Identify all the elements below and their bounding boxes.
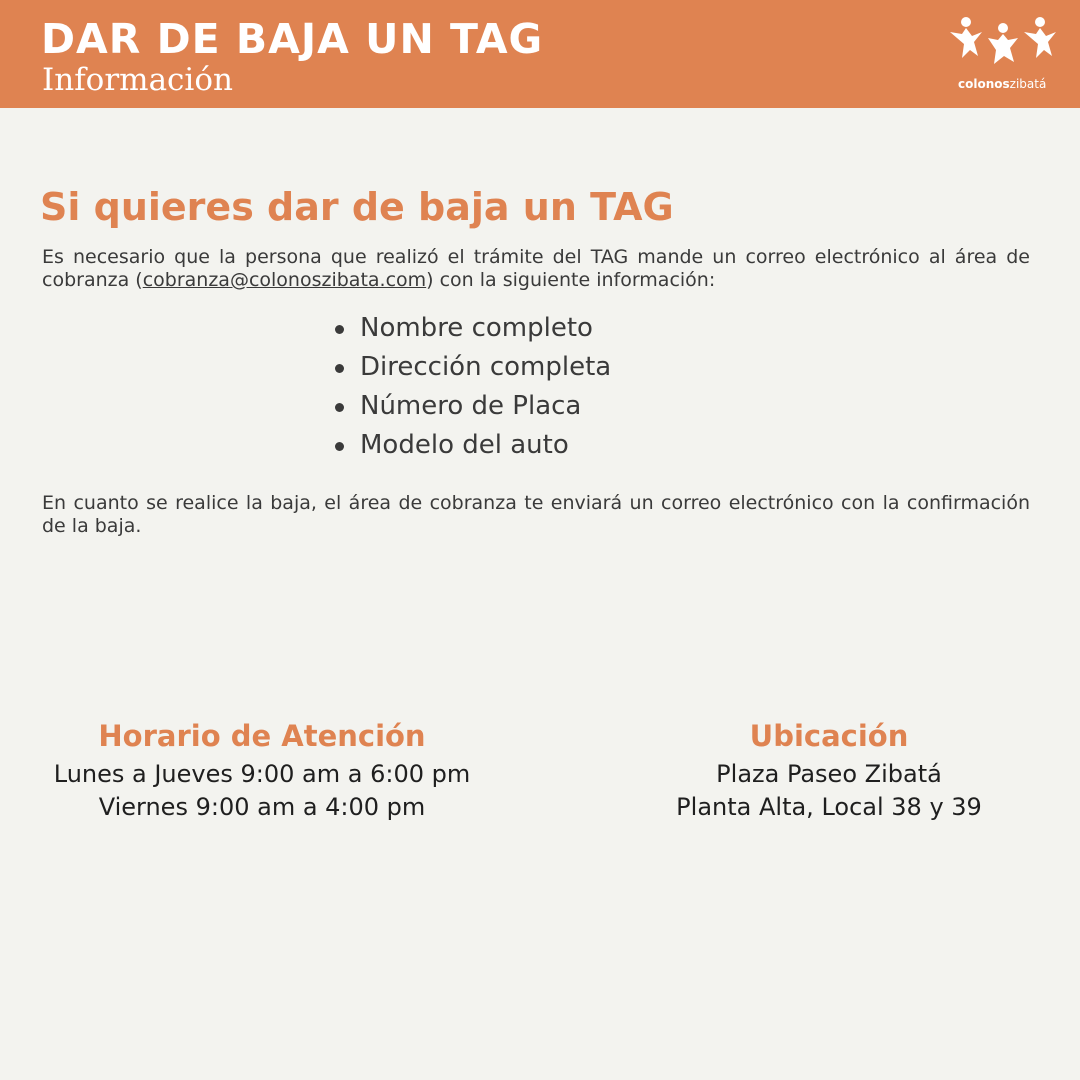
section-title: Si quieres dar de baja un TAG <box>40 185 674 229</box>
header-banner <box>0 0 1080 108</box>
schedule-line: Viernes 9:00 am a 4:00 pm <box>98 793 426 821</box>
requirements-list <box>332 309 611 465</box>
location-line: Planta Alta, Local 38 y 39 <box>676 793 982 821</box>
logo-wordmark <box>958 76 1046 92</box>
list-item: Nombre completo <box>332 309 611 348</box>
location-block <box>590 714 1068 824</box>
confirmation-paragraph: En cuanto se realice la baja, el área de cobranza te enviará un correo electrónico con la confirmación de la baja. <box>42 492 1030 537</box>
intro-text-start: Es necesario que la persona que realizó el trámite del TAG mande un correo electrónico al área de cobranza ( <box>42 246 1030 291</box>
logo-wordmark-bold: colonos <box>958 77 1010 91</box>
logo-wordmark-light: zibatá <box>1009 77 1047 91</box>
intro-paragraph <box>42 246 1030 292</box>
schedule-line: Lunes a Jueves 9:00 am a 6:00 pm <box>53 760 471 788</box>
list-item: Dirección completa <box>332 348 611 387</box>
location-line: Plaza Paseo Zibatá <box>716 760 942 788</box>
page-title: DAR DE BAJA UN TAG <box>41 15 544 63</box>
schedule-block <box>22 714 502 824</box>
schedule-title: Horario de Atención <box>98 719 426 753</box>
colonos-zibata-logo <box>944 14 1062 94</box>
email-link[interactable]: cobranza@colonoszibata.com <box>142 269 427 291</box>
three-figures-logo-icon <box>944 14 1062 74</box>
page-subtitle: Información <box>42 62 233 98</box>
list-item: Número de Placa <box>332 387 611 426</box>
list-item: Modelo del auto <box>332 426 611 465</box>
intro-text-end: ) con la siguiente información: <box>426 269 716 291</box>
location-title: Ubicación <box>749 719 909 753</box>
